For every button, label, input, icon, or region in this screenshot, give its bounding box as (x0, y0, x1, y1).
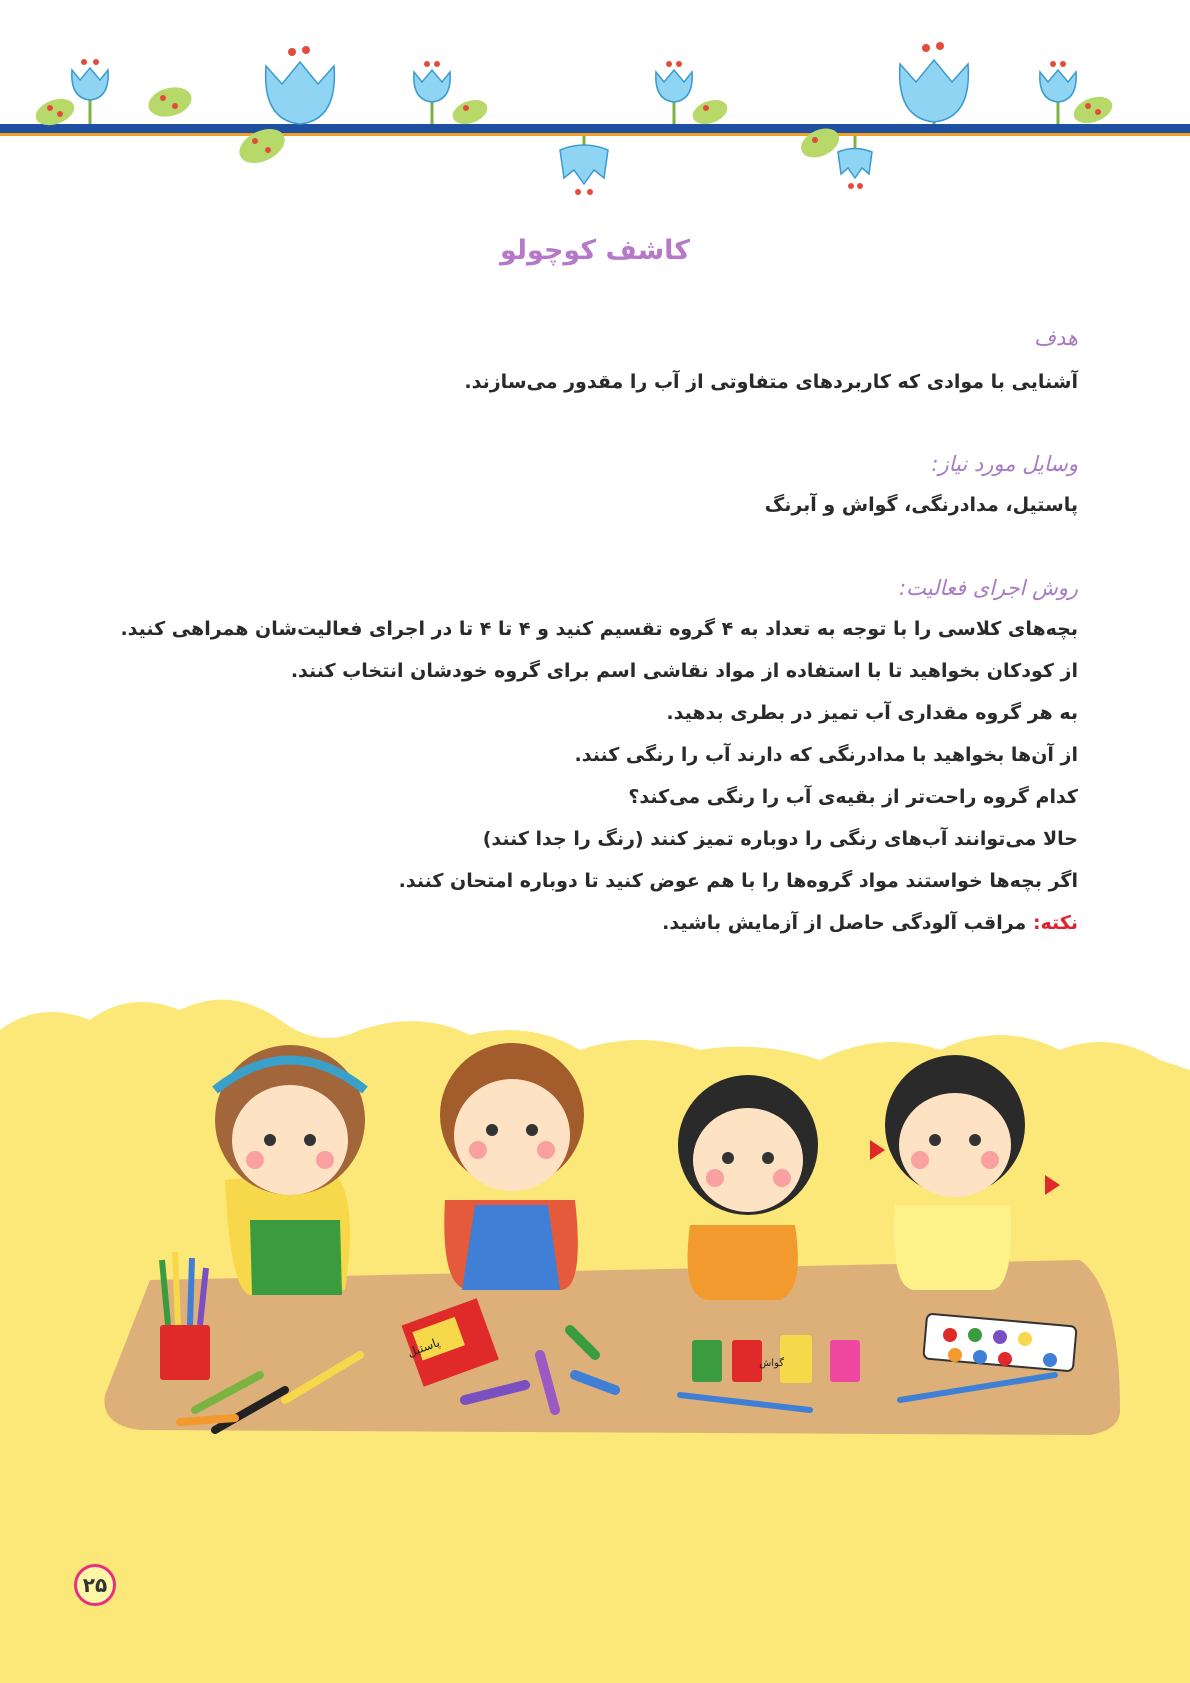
tulip-icon (1040, 61, 1076, 124)
goal-text: آشنایی با موادی که کاربردهای متفاوتی از آب را مقدور می‌سازند. (464, 371, 1078, 393)
pencil (180, 1418, 235, 1422)
leaf-icon (1070, 92, 1116, 128)
leaf-icon (689, 96, 730, 129)
child-girl-headband (215, 1045, 365, 1295)
header-decoration (0, 0, 1190, 200)
leaf-icon (449, 96, 490, 129)
leaf-icon (145, 83, 195, 121)
header-band-orange (0, 133, 1190, 136)
procedure-line: حالا می‌توانند آب‌های رنگی را دوباره تمیز کنند (رنگ را جدا کنند) (482, 828, 1078, 850)
pastel-box-label: پاستیل (405, 1335, 442, 1360)
procedure-line: از کودکان بخواهید تا با استفاده از مواد نقاشی اسم برای گروه خودشان انتخاب کنند. (290, 660, 1078, 682)
note-label: نکته: (1032, 912, 1078, 934)
procedure-heading: روش اجرای فعالیت: (899, 576, 1078, 600)
tulip-icon (266, 46, 335, 124)
children-illustration (0, 990, 1190, 1683)
page-title: کاشف کوچولو (499, 235, 691, 266)
page-number: ۲۵ (74, 1564, 116, 1606)
child-boy-orange-shirt (678, 1075, 818, 1300)
goal-heading: هدف (1034, 326, 1078, 350)
gouache-label: گواش (759, 1358, 784, 1369)
tulip-icon (414, 61, 450, 124)
header-band-blue (0, 124, 1190, 133)
procedure-line: اگر بچه‌ها خواستند مواد گروه‌ها را با هم عوض کنید تا دوباره امتحان کنند. (398, 870, 1078, 892)
note-text: مراقب آلودگی حاصل از آزمایش باشید. (662, 912, 1033, 934)
procedure-note (662, 912, 1078, 934)
materials-text: پاستیل، مدادرنگی، گواش و آبرنگ (764, 494, 1078, 516)
procedure-line: کدام گروه راحت‌تر از بقیه‌ی آب را رنگی می‌کند؟ (628, 786, 1078, 808)
tulip-icon (72, 59, 108, 124)
tulip-icon (560, 136, 608, 195)
procedure-line: از آن‌ها بخواهید با مدادرنگی که دارند آب را رنگی کنند. (574, 744, 1078, 766)
procedure-line: بچه‌های کلاسی را با توجه به تعداد به ۴ گروه تقسیم کنید و ۴ تا ۴ تا در اجرای فعالیت‌شان همراهی کنید. (120, 618, 1078, 640)
procedure-line: به هر گروه مقداری آب تمیز در بطری بدهید. (666, 702, 1078, 724)
tulip-icon (656, 61, 692, 124)
tulip-icon (838, 136, 872, 189)
materials-heading: وسایل مورد نیاز: (931, 452, 1078, 476)
tulip-icon (900, 42, 969, 124)
